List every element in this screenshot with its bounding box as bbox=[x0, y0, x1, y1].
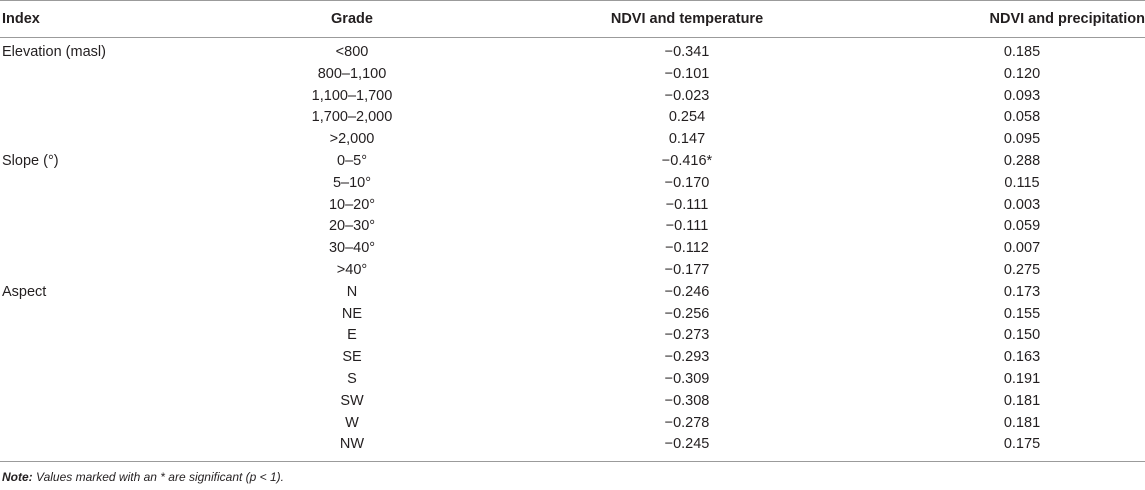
table-row bbox=[0, 304, 1145, 326]
cell-grade: 10–20° bbox=[328, 196, 376, 213]
cell-ndvi-temperature: −0.256 bbox=[664, 305, 710, 322]
cell-grade: N bbox=[346, 283, 358, 300]
cell-ndvi-precipitation bbox=[872, 129, 1145, 151]
table-note bbox=[0, 470, 1145, 484]
header-ndvi-precipitation: NDVI and precipitation bbox=[872, 1, 1145, 38]
cell-index bbox=[0, 86, 202, 108]
cell-grade: 800–1,100 bbox=[317, 65, 387, 82]
table-row bbox=[0, 282, 1145, 304]
cell-ndvi-precipitation-value: 0.058 bbox=[1003, 109, 1041, 126]
cell-index bbox=[0, 369, 202, 391]
cell-ndvi-precipitation bbox=[872, 86, 1145, 108]
cell-index: Aspect bbox=[2, 283, 47, 300]
cell-ndvi-precipitation bbox=[872, 38, 1145, 64]
cell-ndvi-temperature: −0.278 bbox=[664, 414, 710, 431]
cell-grade: NW bbox=[339, 436, 365, 453]
cell-ndvi-temperature: −0.341 bbox=[664, 44, 710, 60]
cell-index bbox=[0, 216, 202, 238]
cell-ndvi-precipitation-value: 0.181 bbox=[1003, 414, 1041, 431]
cell-ndvi-precipitation bbox=[872, 151, 1145, 173]
table-row bbox=[0, 173, 1145, 195]
cell-ndvi-temperature: −0.309 bbox=[664, 370, 710, 387]
cell-ndvi-precipitation-value: 0.150 bbox=[1003, 327, 1041, 344]
cell-ndvi-precipitation bbox=[872, 391, 1145, 413]
cell-grade: 1,100–1,700 bbox=[311, 87, 393, 104]
table-row bbox=[0, 216, 1145, 238]
table-row bbox=[0, 434, 1145, 461]
cell-ndvi-temperature: −0.245 bbox=[664, 436, 710, 453]
cell-ndvi-precipitation-value: 0.185 bbox=[1003, 44, 1041, 60]
cell-ndvi-temperature: 0.147 bbox=[668, 131, 706, 148]
cell-ndvi-precipitation bbox=[872, 369, 1145, 391]
cell-ndvi-temperature: −0.023 bbox=[664, 87, 710, 104]
cell-grade: NE bbox=[341, 305, 363, 322]
cell-ndvi-precipitation-value: 0.275 bbox=[1003, 261, 1041, 278]
note-label: Note: bbox=[2, 470, 33, 485]
table-row bbox=[0, 151, 1145, 173]
cell-ndvi-precipitation-value: 0.173 bbox=[1003, 283, 1041, 300]
cell-index bbox=[0, 413, 202, 435]
cell-ndvi-precipitation-value: 0.175 bbox=[1003, 436, 1041, 453]
cell-ndvi-temperature: 0.254 bbox=[668, 109, 706, 126]
cell-ndvi-precipitation-value: 0.095 bbox=[1003, 131, 1041, 148]
cell-index bbox=[0, 238, 202, 260]
cell-grade: S bbox=[347, 370, 357, 387]
header-ndvi-temperature: NDVI and temperature bbox=[502, 1, 872, 38]
table-row bbox=[0, 238, 1145, 260]
cell-ndvi-precipitation bbox=[872, 304, 1145, 326]
note-text: Values marked with an * are significant (p < 1). bbox=[32, 470, 285, 485]
cell-ndvi-precipitation-value: 0.120 bbox=[1003, 65, 1041, 82]
cell-grade: 0–5° bbox=[337, 152, 367, 169]
cell-ndvi-precipitation-value: 0.059 bbox=[1003, 218, 1041, 235]
cell-ndvi-precipitation-value: 0.191 bbox=[1003, 370, 1041, 387]
cell-ndvi-precipitation-value: 0.163 bbox=[1003, 349, 1041, 366]
cell-ndvi-temperature: −0.112 bbox=[665, 240, 709, 257]
cell-ndvi-precipitation bbox=[872, 347, 1145, 369]
cell-index bbox=[0, 260, 202, 282]
cell-ndvi-precipitation-value: 0.155 bbox=[1003, 305, 1041, 322]
cell-grade: 20–30° bbox=[328, 218, 376, 235]
cell-index bbox=[0, 173, 202, 195]
cell-ndvi-precipitation-value: 0.181 bbox=[1003, 392, 1041, 409]
table-row bbox=[0, 64, 1145, 86]
cell-ndvi-precipitation bbox=[872, 64, 1145, 86]
table-body bbox=[0, 38, 1145, 462]
cell-ndvi-temperature: −0.416* bbox=[661, 152, 713, 169]
cell-ndvi-temperature: −0.101 bbox=[664, 65, 710, 82]
cell-index bbox=[0, 107, 202, 129]
cell-ndvi-precipitation bbox=[872, 282, 1145, 304]
table-row bbox=[0, 86, 1145, 108]
cell-ndvi-temperature: −0.170 bbox=[664, 174, 710, 191]
cell-grade: >40° bbox=[336, 261, 368, 278]
cell-ndvi-precipitation bbox=[872, 195, 1145, 217]
cell-ndvi-temperature: −0.293 bbox=[664, 349, 710, 366]
cell-index: Slope (°) bbox=[2, 152, 59, 169]
cell-grade: <800 bbox=[335, 44, 369, 60]
cell-ndvi-precipitation-value: 0.003 bbox=[1003, 196, 1041, 213]
cell-index bbox=[0, 304, 202, 326]
cell-ndvi-precipitation bbox=[872, 413, 1145, 435]
cell-grade: SE bbox=[342, 349, 362, 366]
cell-ndvi-precipitation bbox=[872, 238, 1145, 260]
table-row bbox=[0, 413, 1145, 435]
cell-ndvi-temperature: −0.246 bbox=[664, 283, 710, 300]
cell-index bbox=[0, 347, 202, 369]
cell-ndvi-precipitation bbox=[872, 107, 1145, 129]
table-row bbox=[0, 260, 1145, 282]
cell-index bbox=[0, 325, 202, 347]
header-grade: Grade bbox=[202, 1, 502, 38]
cell-ndvi-precipitation bbox=[872, 260, 1145, 282]
cell-ndvi-precipitation bbox=[872, 173, 1145, 195]
table-row bbox=[0, 107, 1145, 129]
header-index: Index bbox=[0, 1, 202, 38]
cell-grade: W bbox=[345, 414, 359, 431]
cell-ndvi-precipitation-value: 0.007 bbox=[1003, 240, 1041, 257]
cell-grade: 5–10° bbox=[332, 174, 372, 191]
cell-grade: >2,000 bbox=[329, 131, 375, 148]
cell-ndvi-precipitation bbox=[872, 434, 1145, 461]
table-row bbox=[0, 129, 1145, 151]
cell-ndvi-precipitation bbox=[872, 216, 1145, 238]
cell-index bbox=[0, 195, 202, 217]
header-row bbox=[0, 1, 1145, 38]
table-row bbox=[0, 195, 1145, 217]
table-row bbox=[0, 38, 1145, 64]
cell-ndvi-precipitation-value: 0.115 bbox=[1004, 174, 1040, 191]
cell-ndvi-temperature: −0.177 bbox=[664, 261, 710, 278]
cell-grade: 30–40° bbox=[328, 240, 376, 257]
cell-index bbox=[0, 129, 202, 151]
cell-ndvi-temperature: −0.273 bbox=[664, 327, 710, 344]
cell-index: Elevation (masl) bbox=[2, 44, 106, 60]
cell-index bbox=[0, 391, 202, 413]
cell-ndvi-precipitation-value: 0.288 bbox=[1003, 152, 1041, 169]
cell-index bbox=[0, 64, 202, 86]
cell-ndvi-precipitation-value: 0.093 bbox=[1003, 87, 1041, 104]
cell-grade: E bbox=[347, 327, 357, 344]
cell-ndvi-temperature: −0.111 bbox=[665, 218, 709, 235]
table-row bbox=[0, 347, 1145, 369]
table-row bbox=[0, 369, 1145, 391]
table-row bbox=[0, 325, 1145, 347]
cell-ndvi-precipitation bbox=[872, 325, 1145, 347]
table-row bbox=[0, 391, 1145, 413]
cell-grade: SW bbox=[340, 392, 364, 409]
cell-grade: 1,700–2,000 bbox=[311, 109, 393, 126]
cell-index bbox=[0, 434, 202, 461]
cell-ndvi-temperature: −0.308 bbox=[664, 392, 710, 409]
table-bottom-rule bbox=[0, 461, 1145, 462]
cell-ndvi-temperature: −0.111 bbox=[665, 196, 709, 213]
